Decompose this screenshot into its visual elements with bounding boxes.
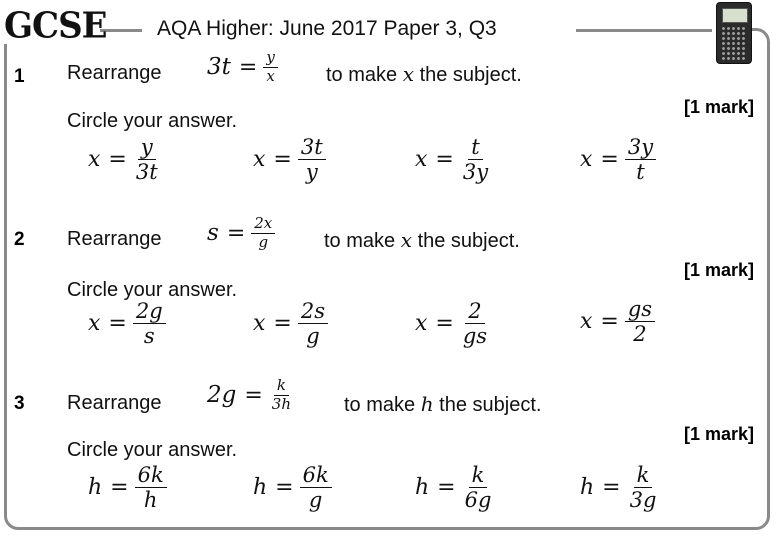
answer-option[interactable]: h = $\frac{k}{6g}$ — [415, 464, 494, 511]
answer-option[interactable]: h = $\frac{k}{3g}$ — [580, 464, 659, 511]
answer-option[interactable]: x = $\frac{3y}{t}$ — [580, 136, 656, 183]
option-lhs: x — [88, 311, 101, 337]
subject-variable: x — [402, 62, 414, 86]
option-lhs: h — [415, 475, 430, 501]
option-denominator: h — [143, 488, 158, 513]
option-lhs: x — [415, 147, 428, 173]
answer-option[interactable]: h = $\frac{6k}{g}$ — [253, 464, 332, 511]
equation-lhs: s — [207, 220, 219, 247]
option-denominator: gs — [462, 324, 488, 349]
worksheet-title: AQA Higher: June 2017 Paper 3, Q3 — [157, 17, 497, 40]
option-numerator: t — [468, 136, 482, 160]
rearrange-label: Rearrange — [67, 228, 162, 250]
equation-denominator: x — [266, 66, 275, 85]
instruction-suffix: the subject. — [417, 230, 520, 252]
option-lhs: x — [253, 311, 266, 337]
circle-instruction: Circle your answer. — [67, 279, 238, 301]
subject-variable: x — [400, 228, 412, 252]
option-lhs: h — [88, 475, 103, 501]
calculator-screen — [722, 8, 748, 23]
option-numerator: 6k — [135, 464, 167, 488]
option-numerator: 2 — [465, 300, 484, 324]
calculator-keys — [721, 26, 747, 60]
answer-option[interactable]: x = $\frac{3t}{y}$ — [253, 136, 326, 183]
option-numerator: y — [138, 136, 156, 160]
equation-lhs: 3t — [207, 54, 231, 81]
answer-option[interactable]: x = $\frac{2s}{g}$ — [253, 300, 328, 347]
option-denominator: 2 — [633, 322, 647, 347]
question-number: 1 — [14, 66, 25, 87]
option-lhs: x — [415, 311, 428, 337]
option-numerator: k — [634, 464, 653, 488]
option-lhs: x — [580, 147, 593, 173]
equation-lhs: 2g — [207, 382, 237, 409]
question-equation: 2g = $\frac{k}{3h}$ — [207, 378, 294, 413]
option-numerator: 3t — [298, 136, 326, 160]
answer-option[interactable]: h = $\frac{6k}{h}$ — [88, 464, 167, 511]
subject-instruction — [326, 62, 522, 87]
equation-numerator: 2x — [251, 216, 275, 234]
subject-variable: h — [420, 392, 434, 416]
gcse-logo: GCSE — [4, 5, 107, 47]
question-equation: 3t = $\frac{y}{x}$ — [207, 50, 278, 85]
instruction-prefix: to make — [324, 230, 396, 252]
question-number: 3 — [14, 393, 25, 414]
option-denominator: 3y — [462, 160, 489, 185]
equation-numerator: y — [263, 50, 277, 68]
rearrange-label: Rearrange — [67, 392, 162, 414]
option-lhs: x — [88, 147, 101, 173]
rearrange-label: Rearrange — [67, 62, 162, 84]
option-numerator: 3y — [625, 136, 656, 160]
option-numerator: 2g — [133, 300, 166, 324]
option-denominator: 3t — [135, 160, 158, 185]
option-denominator: 6g — [464, 488, 492, 513]
option-lhs: h — [253, 475, 268, 501]
option-lhs: h — [580, 475, 595, 501]
header-rule-right — [576, 29, 712, 32]
question-equation: s = $\frac{2x}{g}$ — [207, 216, 275, 251]
marks-label: [1 mark] — [683, 424, 754, 444]
circle-instruction: Circle your answer. — [67, 439, 238, 461]
answer-option[interactable]: x = $\frac{2}{gs}$ — [415, 300, 490, 347]
instruction-suffix: the subject. — [419, 64, 522, 86]
instruction-prefix: to make — [326, 64, 398, 86]
equation-denominator: 3h — [271, 394, 292, 413]
option-denominator: t — [636, 160, 645, 185]
option-denominator: g — [306, 324, 320, 349]
subject-instruction — [344, 392, 541, 417]
option-lhs: x — [253, 147, 266, 173]
answer-option[interactable]: x = $\frac{t}{3y}$ — [415, 136, 491, 183]
option-denominator: g — [308, 488, 323, 513]
option-numerator: k — [469, 464, 488, 488]
option-numerator: 2s — [298, 300, 328, 324]
option-denominator: y — [305, 160, 318, 185]
equation-denominator: g — [258, 232, 269, 251]
marks-label: [1 mark] — [683, 97, 754, 117]
question-number: 2 — [14, 229, 25, 250]
answer-option[interactable]: x = $\frac{y}{3t}$ — [88, 136, 161, 183]
instruction-prefix: to make — [344, 394, 416, 416]
option-lhs: x — [580, 309, 593, 335]
answer-option[interactable]: x = $\frac{2g}{s}$ — [88, 300, 166, 347]
subject-instruction — [324, 228, 520, 253]
instruction-suffix: the subject. — [439, 394, 542, 416]
option-numerator: 6k — [300, 464, 332, 488]
marks-label: [1 mark] — [683, 260, 754, 280]
circle-instruction: Circle your answer. — [67, 110, 238, 132]
option-numerator: gs — [625, 298, 655, 322]
equation-numerator: k — [274, 378, 289, 396]
option-denominator: s — [143, 324, 155, 349]
calculator-icon — [716, 2, 752, 64]
answer-option[interactable]: x = $\frac{gs}{2}$ — [580, 298, 655, 345]
option-denominator: 3g — [629, 488, 657, 513]
